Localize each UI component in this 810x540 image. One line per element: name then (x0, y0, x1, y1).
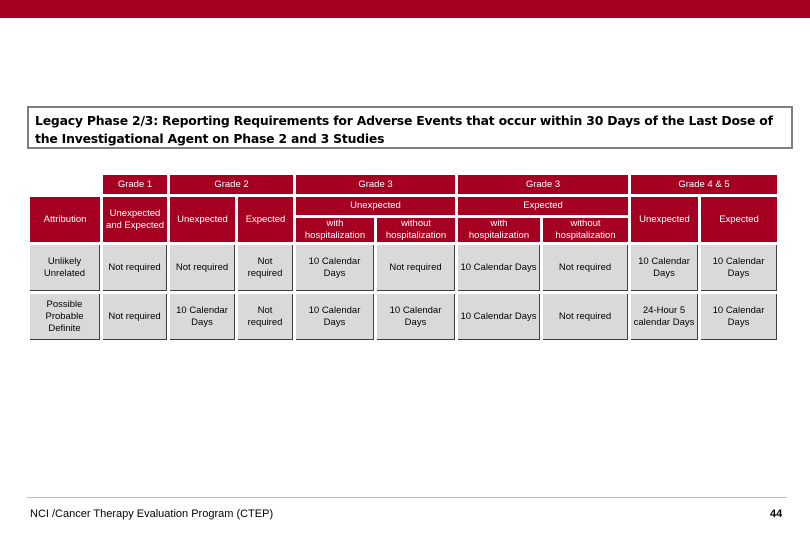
table-cell: Not required (543, 245, 628, 291)
grade3-unexpected-header: Unexpected (296, 197, 455, 215)
table-cell: 24-Hour 5 calendar Days (631, 294, 698, 340)
grade45-header: Grade 4 & 5 (631, 175, 777, 194)
table-cell: 10 Calendar Days (377, 294, 455, 340)
table-cell: 10 Calendar Days (458, 245, 540, 291)
table-cell: Not required (103, 245, 167, 291)
page-number: 44 (770, 508, 783, 520)
grade3-expected-group-header: Grade 3 (458, 175, 628, 194)
grade2-unexpected-header: Unexpected (170, 197, 235, 242)
table-row (30, 245, 777, 291)
table-cell: Not required (238, 245, 293, 291)
table-cell: Not required (103, 294, 167, 340)
grade2-expected-header: Expected (238, 197, 293, 242)
top-banner (0, 0, 810, 18)
row-attribution: Unlikely Unrelated (30, 245, 100, 291)
table-cell: 10 Calendar Days (296, 294, 374, 340)
grade1-header: Grade 1 (103, 175, 167, 194)
grade45-unexpected-header: Unexpected (631, 197, 698, 242)
grade2-header: Grade 2 (170, 175, 293, 194)
grade-header-row (30, 175, 777, 194)
table-cell: 10 Calendar Days (701, 245, 777, 291)
table-row (30, 294, 777, 340)
blank-corner-cell (30, 175, 100, 194)
table-cell: 10 Calendar Days (458, 294, 540, 340)
grade3-unexpected-without-hosp-header: without hospitalization (377, 218, 455, 242)
slide-title: Legacy Phase 2/3: Reporting Requirements for Adverse Events that occur within 30 Days of the Last Dose of the Investigational Agent on Phase 2 and 3 Studies (35, 113, 773, 146)
grade3-unexpected-with-hosp-header: with hospitalization (296, 218, 374, 242)
slide-title-box (27, 106, 793, 149)
footer-divider (27, 497, 787, 498)
table-cell: 10 Calendar Days (701, 294, 777, 340)
grade3-unexpected-group-header: Grade 3 (296, 175, 455, 194)
grade1-unexpected-expected-header: Unexpected and Expected (103, 197, 167, 242)
row-attribution: Possible Probable Definite (30, 294, 100, 340)
grade3-expected-header: Expected (458, 197, 628, 215)
table-cell: Not required (377, 245, 455, 291)
attribution-header: Attribution (30, 197, 100, 242)
grade45-expected-header: Expected (701, 197, 777, 242)
table-cell: 10 Calendar Days (296, 245, 374, 291)
table-cell: 10 Calendar Days (631, 245, 698, 291)
grade3-expected-without-hosp-header: without hospitalization (543, 218, 628, 242)
table-cell: Not required (170, 245, 235, 291)
footer-program: NCI /Cancer Therapy Evaluation Program (CTEP) (30, 508, 274, 520)
table-cell: Not required (543, 294, 628, 340)
subheader-row-top (30, 197, 777, 215)
reporting-requirements-table (27, 172, 780, 343)
table-cell: 10 Calendar Days (170, 294, 235, 340)
table-cell: Not required (238, 294, 293, 340)
grade3-expected-with-hosp-header: with hospitalization (458, 218, 540, 242)
